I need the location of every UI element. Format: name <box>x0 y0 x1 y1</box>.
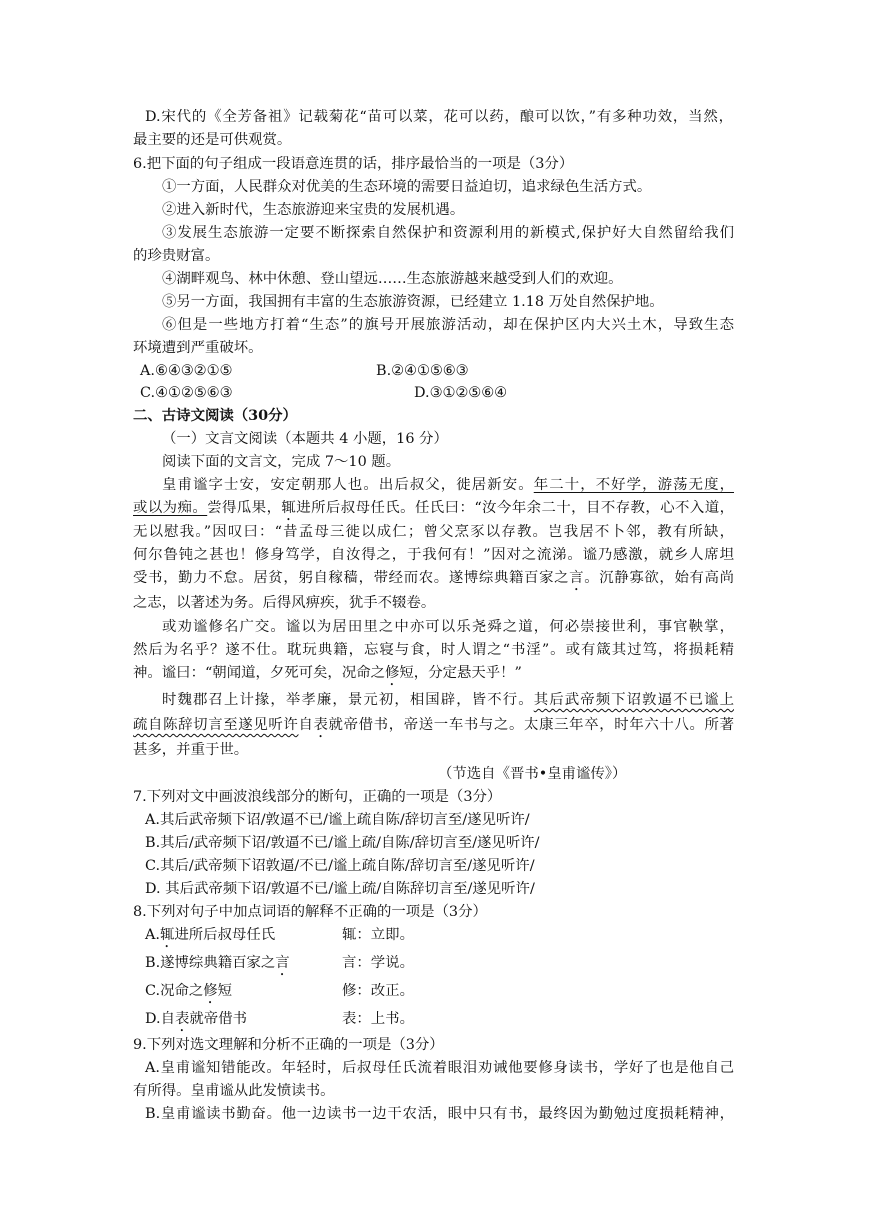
q6-option-a: A.⑥④③②①⑤ <box>140 363 233 379</box>
q8-option-c <box>145 981 232 1003</box>
dotted-word: 表 <box>175 1011 190 1027</box>
q6-option-c: C.④①②⑤⑥③ <box>140 385 233 401</box>
q7-option-d: D. 其后武帝频下诏/敦逼不已/谧上疏/自陈辞切言至/遂见听许/ <box>145 881 535 897</box>
option-text: D.自 <box>145 1011 175 1027</box>
passage-text: 时魏郡召上计掾，举孝廉，景元初，相国辟，皆不行。 <box>162 692 534 708</box>
passage-text: 尝得瓜果， <box>207 500 282 516</box>
q7-stem: 7.下列对文中画波浪线部分的断句，正确的一项是（3分） <box>133 789 502 805</box>
q6-sentence-2: ②进入新时代，生态旅游迎来宝贵的发展机遇。 <box>162 202 465 218</box>
q7-option-a: A.其后武帝频下诏/敦逼不已/谧上疏自陈/辞切言至/遂见听许/ <box>145 812 530 828</box>
dotted-word: 言 <box>275 955 290 971</box>
passage-text: 自 <box>298 717 314 733</box>
underlined-sentence: 年二十，不好学，游荡无度， <box>533 477 734 493</box>
passage-p3-line2 <box>133 715 734 737</box>
q6-sentence-3a: ③发展生态旅游一定要不断探索自然保护和资源利用的新模式,保护好大自然留给我们 <box>162 225 734 241</box>
option-text: 进所后叔母任氏 <box>174 927 276 943</box>
passage-p2-line2: 然后为名乎？遂不仕。耽玩典籍，忘寝与食，时人谓之“书淫”。或有箴其过笃，将损耗精 <box>133 642 734 658</box>
q7-option-c: C.其后/武帝频下诏敦逼/不已/谧上疏自陈/辞切言至/遂见听许/ <box>145 858 535 874</box>
passage-p1-line2 <box>133 498 734 520</box>
q8-option-b <box>145 953 290 975</box>
q8-option-a-answer: 辄：立即。 <box>342 927 414 943</box>
wavy-underlined-text: 疏自陈辞切言至遂见听许 <box>133 717 299 733</box>
passage-text: 短，分定悬天乎！” <box>399 665 522 681</box>
q6-option-b: B.②④①⑤⑥③ <box>376 363 469 379</box>
q6-stem: 6.把下面的句子组成一段语意连贯的话，排序最恰当的一项是（3分） <box>133 156 574 172</box>
option-text: C.况命之 <box>145 983 204 999</box>
option-text: B.遂博综典籍百家之 <box>145 955 276 971</box>
dotted-word: 辄 <box>281 500 297 516</box>
passage-text: 受书，勤力不怠。居贫，躬自稼穑，带经而农。遂博综典籍百家之 <box>133 570 570 586</box>
section-2-title: 二、古诗文阅读（30分） <box>133 407 297 424</box>
q5-option-d-line1: D.宋代的《全芳备祖》记载菊花“苗可以菜，花可以药，酿可以饮，”有多种功效，当然， <box>145 109 733 125</box>
passage-p1-line3: 无以慰我。”因叹曰：“昔孟母三徙以成仁；曾父烹豕以存教。岂我居不卜邻，教有所缺， <box>133 524 734 540</box>
passage-p3-line1 <box>162 690 734 712</box>
q8-option-b-answer: 言：学说。 <box>342 955 414 971</box>
passage-p1-line6: 之志，以著述为务。后得风痹疾，犹手不辍卷。 <box>133 595 436 611</box>
passage-p2-line3 <box>133 663 522 685</box>
section-2-subtitle: （一）文言文阅读（本题共 4 小题，16 分） <box>162 431 448 447</box>
q8-option-d-answer: 表：上书。 <box>342 1011 414 1027</box>
q6-option-d: D.③①②⑤⑥④ <box>414 385 508 401</box>
passage-text: 皇甫谧字士安，安定朝那人也。出后叔父，徙居新安。 <box>162 477 534 493</box>
q9-option-a-line1: A.皇甫谧知错能改。年轻时，后叔母任氏流着眼泪劝诫他要修身读书，学好了也是他自己 <box>145 1060 734 1076</box>
q9-option-a-line2: 有所得。皇甫谧从此发愤读书。 <box>133 1083 335 1099</box>
option-letter: A. <box>145 927 160 943</box>
passage-p1-line1 <box>162 475 734 497</box>
passage-text: 神。谧曰：“朝闻道，夕死可矣，况命之 <box>133 665 385 681</box>
q7-option-b: B.其后/武帝频下诏/敦逼不已/谧上疏/自陈/辞切言至/遂见听许/ <box>145 835 540 851</box>
wavy-underlined-text: 其后武帝频下诏敦逼不已谧上 <box>533 692 734 708</box>
passage-p1-line4: 何尔鲁钝之甚也！修身笃学，自汝得之，于我何有！”因对之流涕。谧乃感激，就乡人席坦 <box>133 547 734 563</box>
q8-option-d <box>145 1009 247 1031</box>
q6-sentence-3b: 的珍贵财富。 <box>133 248 220 264</box>
q6-sentence-6b: 环境遭到严重破坏。 <box>133 340 263 356</box>
dotted-word: 表 <box>313 717 329 733</box>
q8-option-a <box>145 925 275 947</box>
passage-p3-line3: 甚多，并重于世。 <box>133 742 249 758</box>
underlined-sentence: 或以为痴。 <box>133 500 208 516</box>
passage-source: （节选自《晋书•皇甫谧传》） <box>438 766 627 782</box>
dotted-word: 言 <box>569 570 585 586</box>
dotted-word: 修 <box>203 983 218 999</box>
q9-option-b-line1: B.皇甫谧读书勤奋。他一边读书一边干农活，眼中只有书，最终因为勤勉过度损耗精神， <box>145 1106 734 1122</box>
q5-option-d-line2: 最主要的还是可供观赏。 <box>133 132 292 148</box>
option-text: 短 <box>217 983 233 999</box>
passage-p2-line1: 或劝谧修名广交。谧以为居田里之中亦可以乐尧舜之道，何必崇接世利，事官鞅掌， <box>162 619 734 635</box>
q8-option-c-answer: 修：改正。 <box>342 983 414 999</box>
section-2-instruction: 阅读下面的文言文，完成 7～10 题。 <box>162 454 401 470</box>
passage-text: 。沉静寡欲，始有高尚 <box>584 570 734 586</box>
passage-text: 就帝借书，帝送一车书与之。太康三年卒，时年六十八。所著 <box>328 717 734 733</box>
q8-stem: 8.下列对句子中加点词语的解释不正确的一项是（3分） <box>133 904 487 920</box>
q6-sentence-4: ④湖畔观鸟、林中休憩、登山望远……生态旅游越来越受到人们的欢迎。 <box>162 271 623 287</box>
passage-text: 进所后叔母任氏。任氏曰：“汝今年余二十，目不存教，心不入道， <box>296 500 734 516</box>
option-text: 就帝借书 <box>189 1011 247 1027</box>
q9-stem: 9.下列对选文理解和分析不正确的一项是（3分） <box>133 1037 444 1053</box>
q6-sentence-5: ⑤另一方面，我国拥有丰富的生态旅游资源，已经建立 1.18 万处自然保护地。 <box>162 294 664 310</box>
passage-p1-line5 <box>133 568 734 590</box>
q6-sentence-1: ①一方面，人民群众对优美的生态环境的需要日益迫切，追求绿色生活方式。 <box>162 179 652 195</box>
dotted-word: 辄 <box>159 927 175 943</box>
q6-sentence-6a: ⑥但是一些地方打着“生态”的旗号开展旅游活动，却在保护区内大兴土木，导致生态 <box>162 317 734 333</box>
dotted-word: 修 <box>385 665 400 681</box>
